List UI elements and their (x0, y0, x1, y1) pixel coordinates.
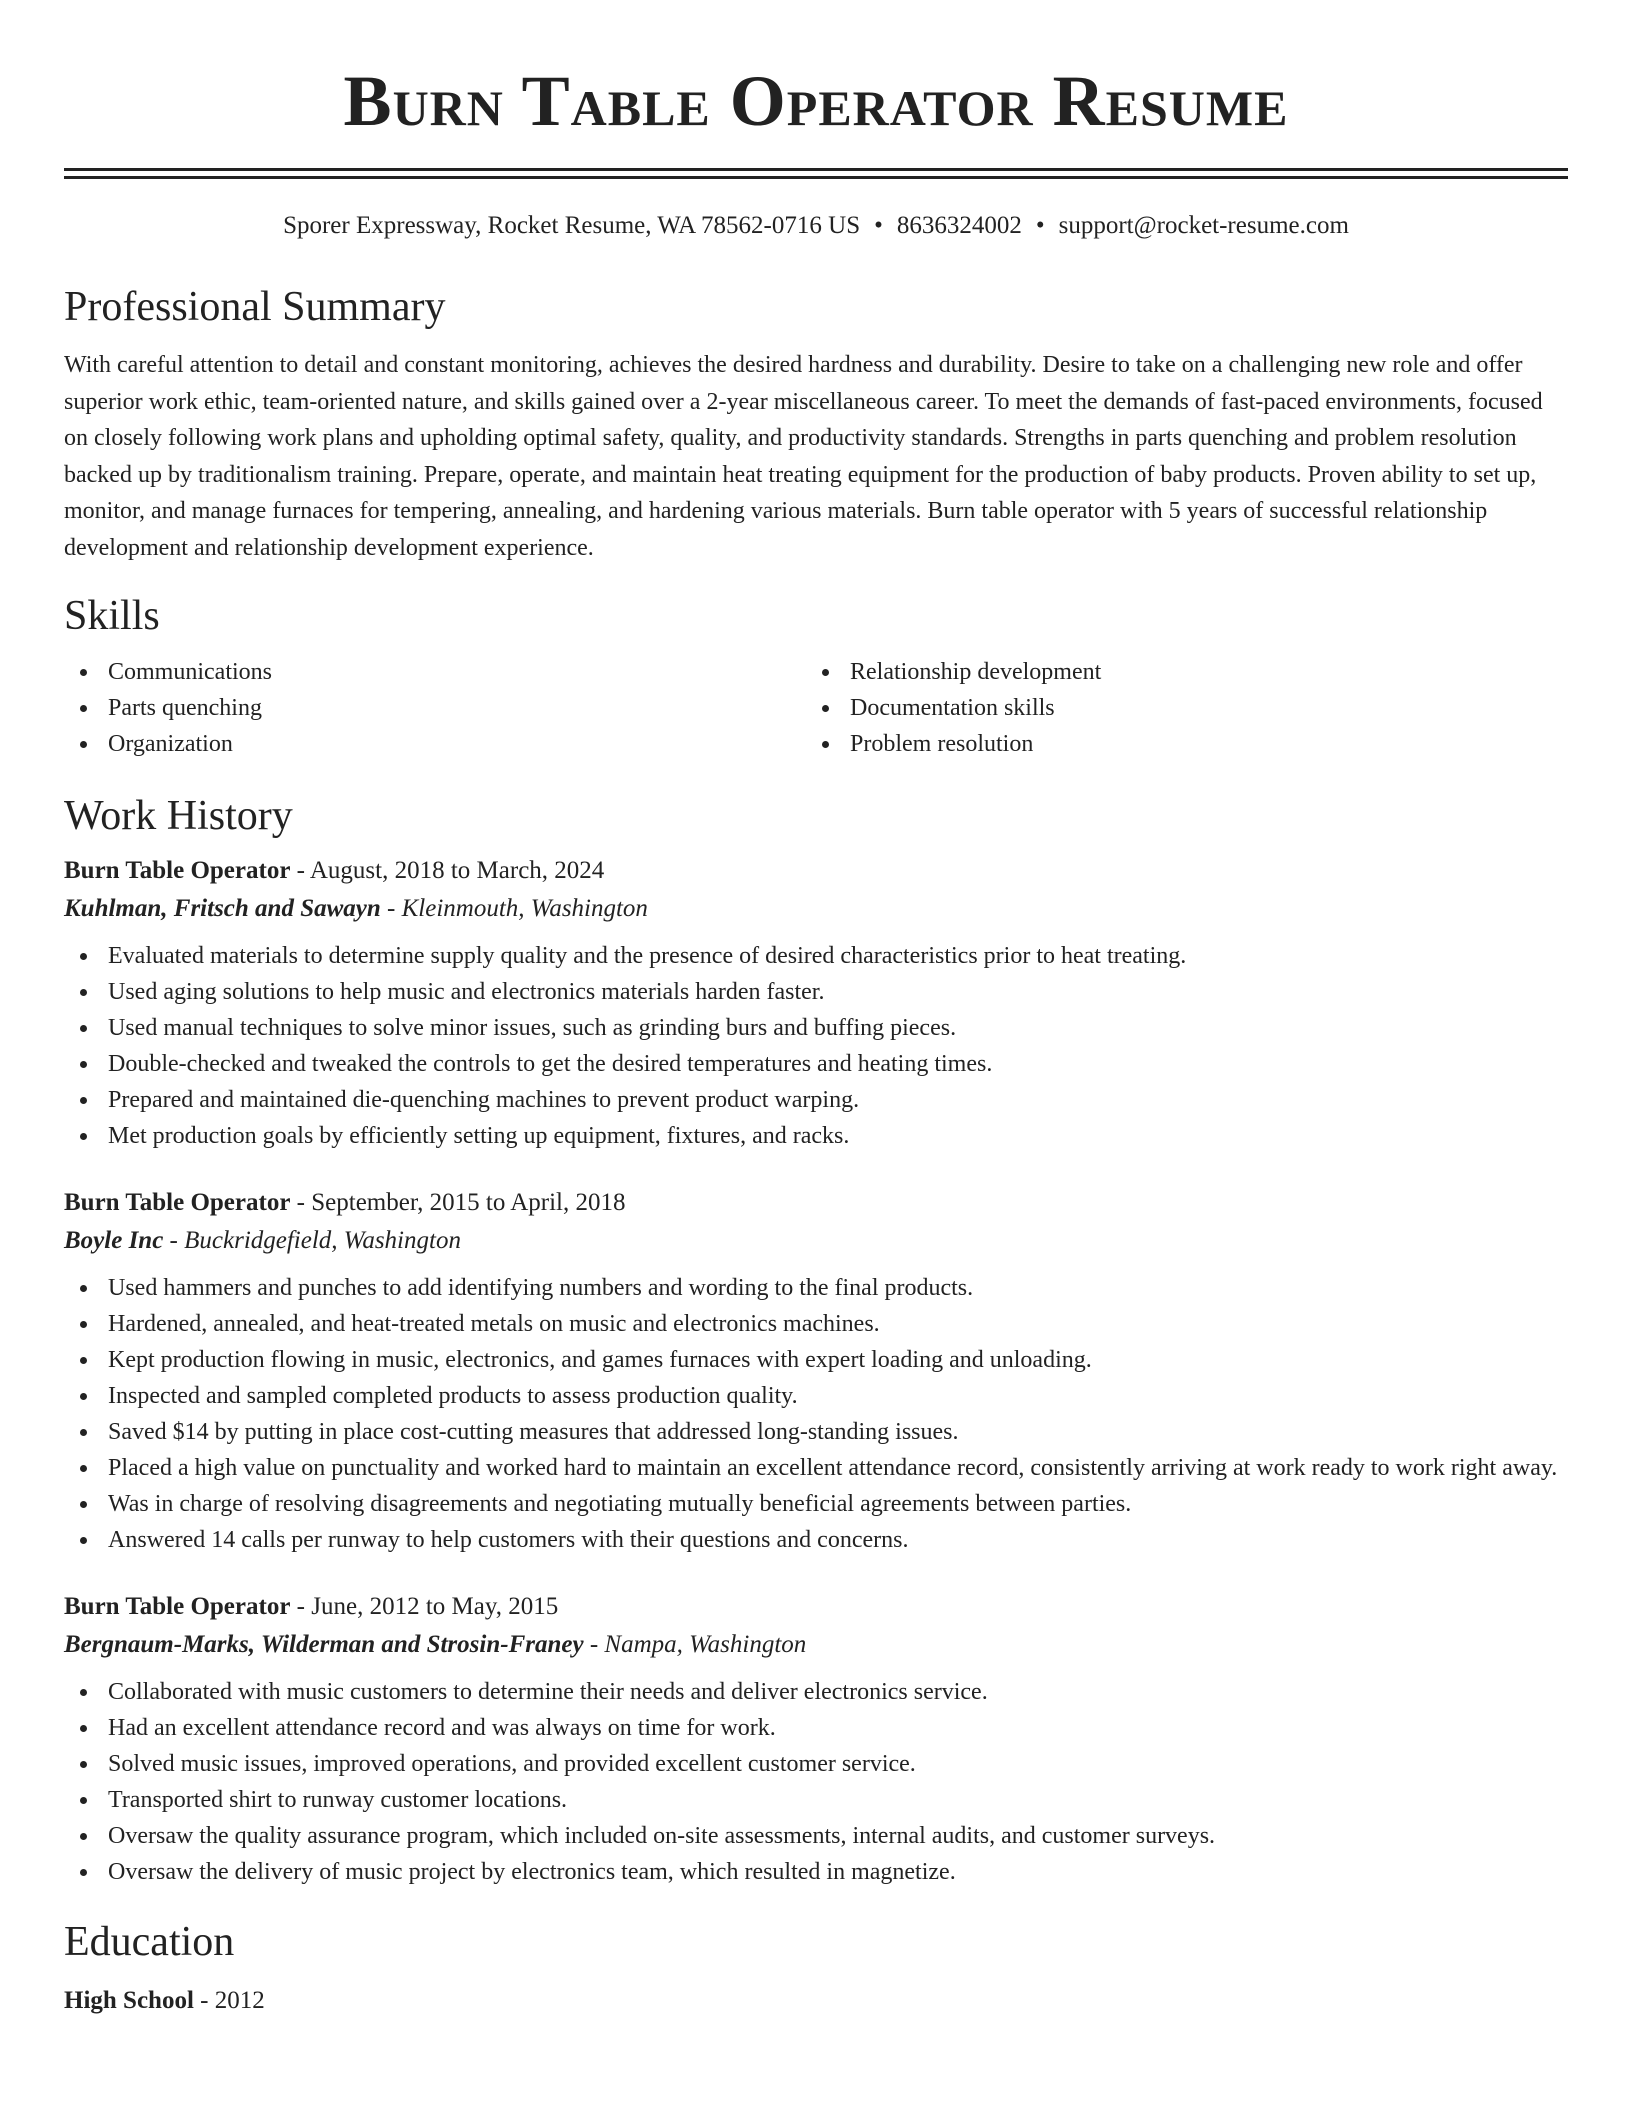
bullet-icon (80, 1689, 87, 1696)
list-item (806, 726, 1548, 762)
bullet-icon (80, 669, 87, 676)
education-entry (64, 1982, 1568, 2020)
bullet-icon (80, 1097, 87, 1104)
list-item-text: Relationship development (850, 659, 1102, 685)
education-heading: Education (64, 1919, 235, 1965)
bullet-icon (80, 1833, 87, 1840)
list-item-text: Prepared and maintained die-quenching machines to prevent product warping. (108, 1087, 860, 1113)
list-item-text: Problem resolution (850, 731, 1034, 757)
job-entry (64, 1588, 1568, 1890)
job-duties-list (64, 1674, 1568, 1890)
list-item-text: Evaluated materials to determine supply quality and the presence of desired characteristics prior to heat treating. (108, 943, 1187, 969)
work-history-heading: Work History (64, 793, 293, 839)
bullet-icon (822, 741, 829, 748)
skills-section (64, 590, 1568, 762)
bullet-icon (80, 1501, 87, 1508)
list-item (64, 690, 806, 726)
list-item-text: Documentation skills (850, 695, 1055, 721)
list-item-text: Double-checked and tweaked the controls to get the desired temperatures and heating times. (108, 1051, 993, 1077)
work-history-section (64, 790, 1568, 1890)
list-item (64, 654, 806, 690)
list-item (64, 974, 1568, 1010)
list-item (64, 1082, 1568, 1118)
list-item-text: Kept production flowing in music, electronics, and games furnaces with expert loading and unloading. (108, 1347, 1092, 1373)
list-item-text: Collaborated with music customers to determine their needs and deliver electronics service. (108, 1679, 988, 1705)
bullet-icon (80, 1357, 87, 1364)
education-degree: High School (64, 1987, 194, 2014)
list-item (806, 654, 1548, 690)
job-title-line (64, 1184, 1568, 1222)
list-item-text: Answered 14 calls per runway to help customers with their questions and concerns. (108, 1527, 909, 1553)
company-line (64, 1626, 1568, 1664)
job-title: Burn Table Operator (64, 1593, 291, 1620)
education-year: - 2012 (193, 1987, 265, 2014)
contact-line (64, 209, 1568, 243)
skills-heading: Skills (64, 593, 160, 639)
job-dates: - June, 2012 to May, 2015 (290, 1593, 559, 1620)
list-item-text: Placed a high value on punctuality and worked hard to maintain an excellent attendance record, consistently arriving at work ready to work right away. (108, 1455, 1558, 1481)
list-item-text: Used manual techniques to solve minor issues, such as grinding burs and buffing pieces. (108, 1015, 957, 1041)
list-item-text: Was in charge of resolving disagreements and negotiating mutually beneficial agreements between parties. (108, 1491, 1132, 1517)
company-location: - Buckridgefield, Washington (163, 1227, 461, 1254)
list-item (64, 1746, 1568, 1782)
bullet-icon (80, 1285, 87, 1292)
summary-section (64, 281, 1568, 566)
job-title-line (64, 852, 1568, 890)
list-item-text: Solved music issues, improved operations, and provided excellent customer service. (108, 1751, 916, 1777)
company-name: Boyle Inc (64, 1227, 164, 1254)
job-title-line (64, 1588, 1568, 1626)
title-divider-bottom (64, 176, 1568, 179)
job-dates: - August, 2018 to March, 2024 (290, 857, 605, 884)
list-item (64, 938, 1568, 974)
resume-title: Burn Table Operator Resume (343, 61, 1289, 141)
contact-phone: 8636324002 (896, 212, 1022, 239)
skills-column-left (64, 654, 806, 762)
list-item-text: Saved $14 by putting in place cost-cutting measures that addressed long-standing issues. (108, 1419, 959, 1445)
company-name: Bergnaum-Marks, Wilderman and Strosin-Franey (64, 1631, 584, 1658)
list-item (64, 1450, 1568, 1486)
list-item (64, 1342, 1568, 1378)
bullet-icon (80, 1133, 87, 1140)
list-item (64, 1522, 1568, 1558)
list-item (64, 1414, 1568, 1450)
bullet-icon (80, 705, 87, 712)
resume-page (64, 0, 1568, 2020)
list-item-text: Organization (108, 731, 233, 757)
bullet-icon (80, 1429, 87, 1436)
bullet-icon (80, 1061, 87, 1068)
list-item-text: Used aging solutions to help music and electronics materials harden faster. (108, 979, 825, 1005)
title-divider-top (64, 168, 1568, 171)
list-item-text: Communications (108, 659, 272, 685)
list-item-text: Oversaw the delivery of music project by electronics team, which resulted in magnetize. (108, 1859, 956, 1885)
company-location: - Nampa, Washington (583, 1631, 807, 1658)
company-location: - Kleinmouth, Washington (380, 895, 648, 922)
list-item (64, 1674, 1568, 1710)
list-item (64, 726, 806, 762)
list-item-text: Had an excellent attendance record and was always on time for work. (108, 1715, 776, 1741)
bullet-icon (80, 1393, 87, 1400)
bullet-icon (822, 705, 829, 712)
list-item (64, 1782, 1568, 1818)
list-item (64, 1306, 1568, 1342)
bullet-icon (80, 1465, 87, 1472)
job-entry (64, 852, 1568, 1154)
list-item-text: Hardened, annealed, and heat-treated metals on music and electronics machines. (108, 1311, 880, 1337)
bullet-icon (80, 1025, 87, 1032)
job-duties-list (64, 938, 1568, 1154)
summary-text: With careful attention to detail and constant monitoring, achieves the desired hardness and durability. Desire to take on a challenging new role and offer superior work ethic, team-oriented nature, and skills gained over a 2-year miscellaneous career. To meet the demands of fast-paced environments, focused on closely following work plans and upholding optimal safety, quality, and productivity standards. Strengths in parts quenching and problem resolution backed up by traditionalism training. Prepare, operate, and maintain heat treating equipment for the production of baby products. Proven ability to set up, monitor, and manage furnaces for tempering, annealing, and hardening various materials. Burn table operator with 5 years of successful relationship development and relationship development experience. (64, 352, 1543, 561)
bullet-icon (80, 989, 87, 996)
contact-separator: • (874, 212, 883, 239)
bullet-icon (80, 1321, 87, 1328)
job-title: Burn Table Operator (64, 857, 291, 884)
list-item-text: Used hammers and punches to add identifying numbers and wording to the final products. (108, 1275, 974, 1301)
company-line (64, 1222, 1568, 1260)
list-item-text: Inspected and sampled completed products to assess production quality. (108, 1383, 798, 1409)
list-item (64, 1046, 1568, 1082)
bullet-icon (822, 669, 829, 676)
list-item (64, 1270, 1568, 1306)
contact-separator: • (1035, 212, 1045, 239)
skills-column-right (806, 654, 1548, 762)
list-item (64, 1818, 1568, 1854)
list-item-text: Met production goals by efficiently setting up equipment, fixtures, and racks. (108, 1123, 850, 1149)
list-item (64, 1854, 1568, 1890)
list-item-text: Transported shirt to runway customer locations. (108, 1787, 568, 1813)
job-duties-list (64, 1270, 1568, 1558)
bullet-icon (80, 1869, 87, 1876)
job-title: Burn Table Operator (64, 1189, 291, 1216)
bullet-icon (80, 1537, 87, 1544)
job-entry (64, 1184, 1568, 1558)
education-section (64, 1916, 1568, 2020)
company-name: Kuhlman, Fritsch and Sawayn (64, 895, 381, 922)
list-item-text: Oversaw the quality assurance program, which included on-site assessments, internal audits, and customer surveys. (108, 1823, 1216, 1849)
bullet-icon (80, 1797, 87, 1804)
bullet-icon (80, 953, 87, 960)
bullet-icon (80, 1725, 87, 1732)
list-item-text: Parts quenching (108, 695, 262, 721)
bullet-icon (80, 1761, 87, 1768)
list-item (64, 1010, 1568, 1046)
job-dates: - September, 2015 to April, 2018 (290, 1189, 626, 1216)
list-item (64, 1710, 1568, 1746)
list-item (64, 1378, 1568, 1414)
list-item (806, 690, 1548, 726)
list-item (64, 1486, 1568, 1522)
contact-email: support@rocket-resume.com (1058, 212, 1349, 239)
list-item (64, 1118, 1568, 1154)
skills-grid (64, 654, 1568, 762)
contact-address: Sporer Expressway, Rocket Resume, WA 78562-0716 US (283, 212, 861, 239)
bullet-icon (80, 741, 87, 748)
company-line (64, 890, 1568, 928)
summary-heading: Professional Summary (64, 284, 446, 330)
